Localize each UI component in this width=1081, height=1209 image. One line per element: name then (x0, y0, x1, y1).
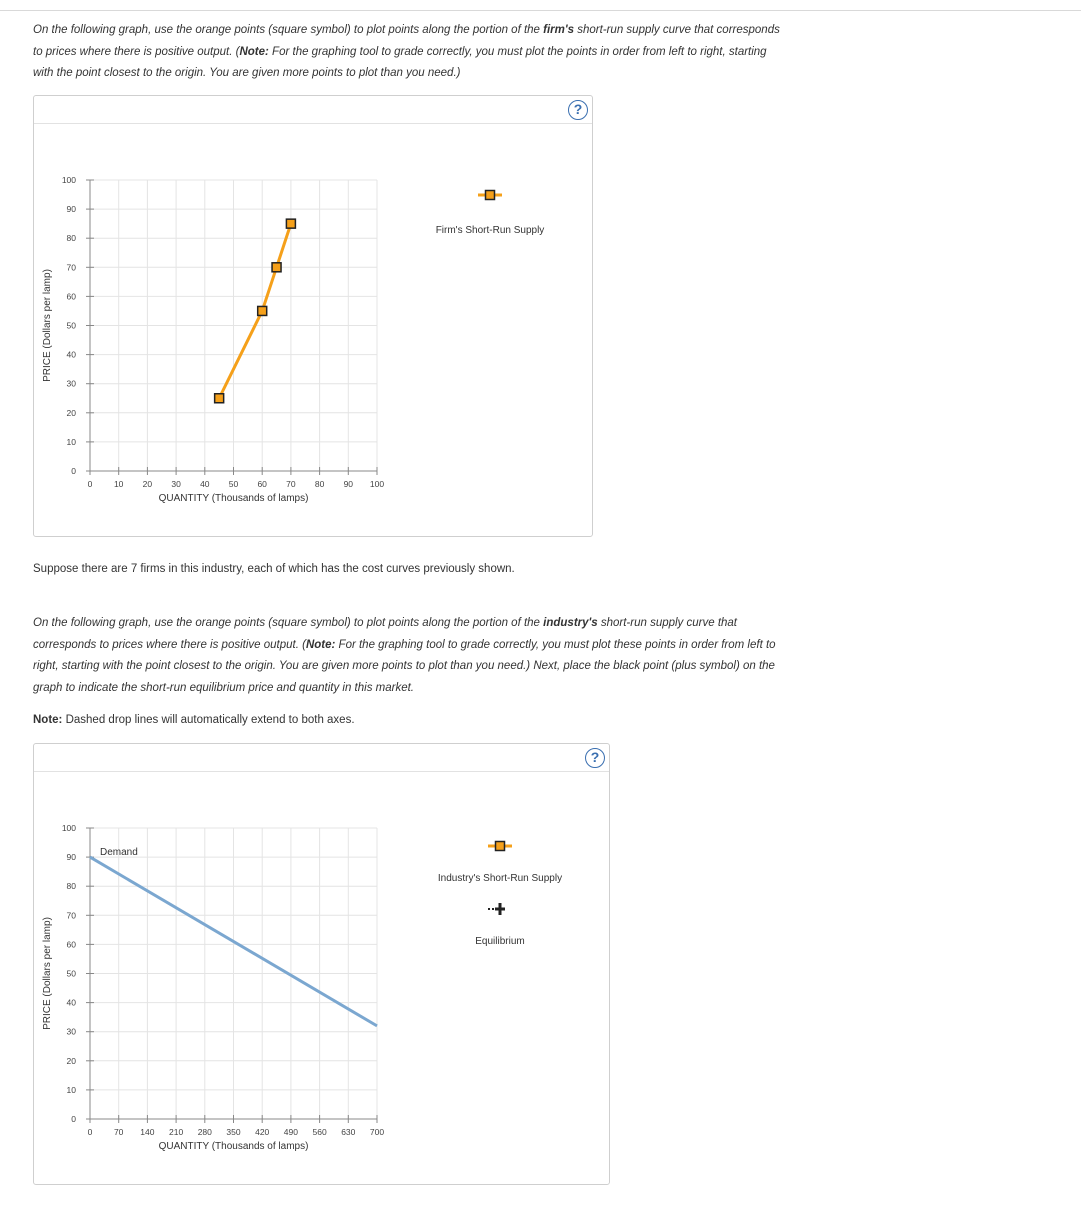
x-tick-label: 210 (169, 1127, 184, 1137)
x-axis-label: QUANTITY (Thousands of lamps) (158, 493, 309, 504)
legend-equilibrium-label: Equilibrium (475, 936, 525, 947)
legend-industry-supply-label: Industry's Short-Run Supply (437, 873, 563, 884)
drop-lines-note: Note: Dashed drop lines will automatically extend to both axes. (33, 714, 355, 726)
x-tick-label: 0 (87, 1127, 93, 1137)
x-tick-label: 10 (113, 479, 124, 489)
y-tick-label: 50 (66, 320, 76, 331)
y-tick-label: 90 (66, 204, 76, 215)
help-icon[interactable]: ? (568, 100, 588, 120)
x-tick-label: 60 (257, 479, 267, 489)
x-tick-label: 560 (312, 1127, 327, 1137)
y-tick-label: 50 (66, 968, 76, 979)
help-icon[interactable]: ? (585, 748, 605, 768)
y-tick-label: 30 (66, 1026, 76, 1037)
firm-supply-point (286, 219, 295, 228)
x-tick-label: 630 (341, 1127, 356, 1137)
x-axis-label: QUANTITY (Thousands of lamps) (158, 1141, 309, 1152)
y-axis-label: PRICE (Dollars per lamp) (42, 917, 53, 1030)
industry-supply-chart[interactable] (34, 744, 611, 1186)
y-tick-label: 20 (66, 407, 76, 418)
firm-supply-point (215, 394, 224, 403)
y-tick-label: 40 (66, 997, 76, 1008)
x-tick-label: 80 (314, 479, 325, 489)
firm-supply-chart[interactable] (34, 96, 594, 538)
x-tick-label: 70 (113, 1127, 124, 1137)
x-tick-label: 20 (142, 479, 153, 489)
x-tick-label: 350 (226, 1127, 241, 1137)
x-tick-label: 140 (140, 1127, 155, 1137)
y-tick-label: 70 (66, 262, 76, 273)
y-tick-label: 20 (66, 1055, 76, 1066)
x-tick-label: 420 (255, 1127, 270, 1137)
firm-graph-panel (33, 95, 593, 537)
y-tick-label: 30 (66, 378, 76, 389)
legend-square-marker-icon (496, 842, 505, 851)
y-tick-label: 40 (66, 349, 76, 360)
x-tick-label: 490 (283, 1127, 298, 1137)
y-tick-label: 0 (71, 1114, 76, 1124)
instr1-line3: with the point closest to the origin. You are given more points to plot than you need.) (33, 67, 461, 79)
graph1-instructions (33, 20, 863, 85)
graph2-instructions (33, 613, 863, 699)
x-tick-label: 30 (171, 479, 181, 489)
y-tick-label: 70 (66, 910, 76, 921)
instr2-line2: corresponds to prices where there is positive output. (Note: For the graphing tool to grade correctly, you must plot these points in order from left to (33, 638, 776, 651)
y-tick-label: 80 (66, 881, 76, 892)
y-tick-label: 100 (61, 823, 76, 833)
x-tick-label: 280 (197, 1127, 212, 1137)
y-tick-label: 90 (66, 852, 76, 863)
x-tick-label: 0 (87, 479, 93, 489)
x-tick-label: 50 (228, 479, 239, 489)
instr2-line3: right, starting with the point closest to the origin. You are given more points to plot than you need.) Next, place the black point (plus symbol) on the (33, 660, 775, 672)
instr1-line1: On the following graph, use the orange points (square symbol) to plot points along the portion of the firm's short-run supply curve that corresponds (33, 24, 780, 36)
y-tick-label: 100 (61, 175, 76, 185)
firm-supply-line (219, 224, 291, 399)
legend-square-marker-icon (486, 191, 495, 200)
firm-supply-point (258, 306, 267, 315)
y-tick-label: 60 (66, 939, 76, 950)
legend-firm-supply-label: Firm's Short-Run Supply (435, 225, 545, 236)
y-tick-label: 60 (66, 291, 76, 302)
x-tick-label: 70 (286, 479, 296, 489)
y-tick-label: 80 (66, 233, 76, 244)
top-divider (0, 10, 1081, 11)
instr2-line1: On the following graph, use the orange points (square symbol) to plot points along the portion of the industry's short-run supply curve that (33, 617, 737, 629)
y-tick-label: 0 (71, 466, 76, 476)
y-tick-label: 10 (66, 436, 76, 447)
industry-intro-text: Suppose there are 7 firms in this industry, each of which has the cost curves previously shown. (33, 563, 515, 575)
industry-graph-panel (33, 743, 610, 1185)
x-tick-label: 700 (369, 1127, 385, 1137)
firm-supply-point (272, 263, 281, 272)
instr2-line4: graph to indicate the short-run equilibrium price and quantity in this market. (33, 681, 414, 694)
x-tick-label: 100 (369, 479, 385, 489)
y-tick-label: 10 (66, 1084, 76, 1095)
instr1-line2: to prices where there is positive output. (Note: For the graphing tool to grade correctly, you must plot the points in order from left to right, starting (33, 45, 767, 58)
x-tick-label: 90 (343, 479, 354, 489)
demand-label: Demand (100, 847, 138, 859)
x-tick-label: 40 (200, 479, 210, 489)
y-axis-label: PRICE (Dollars per lamp) (42, 269, 53, 382)
